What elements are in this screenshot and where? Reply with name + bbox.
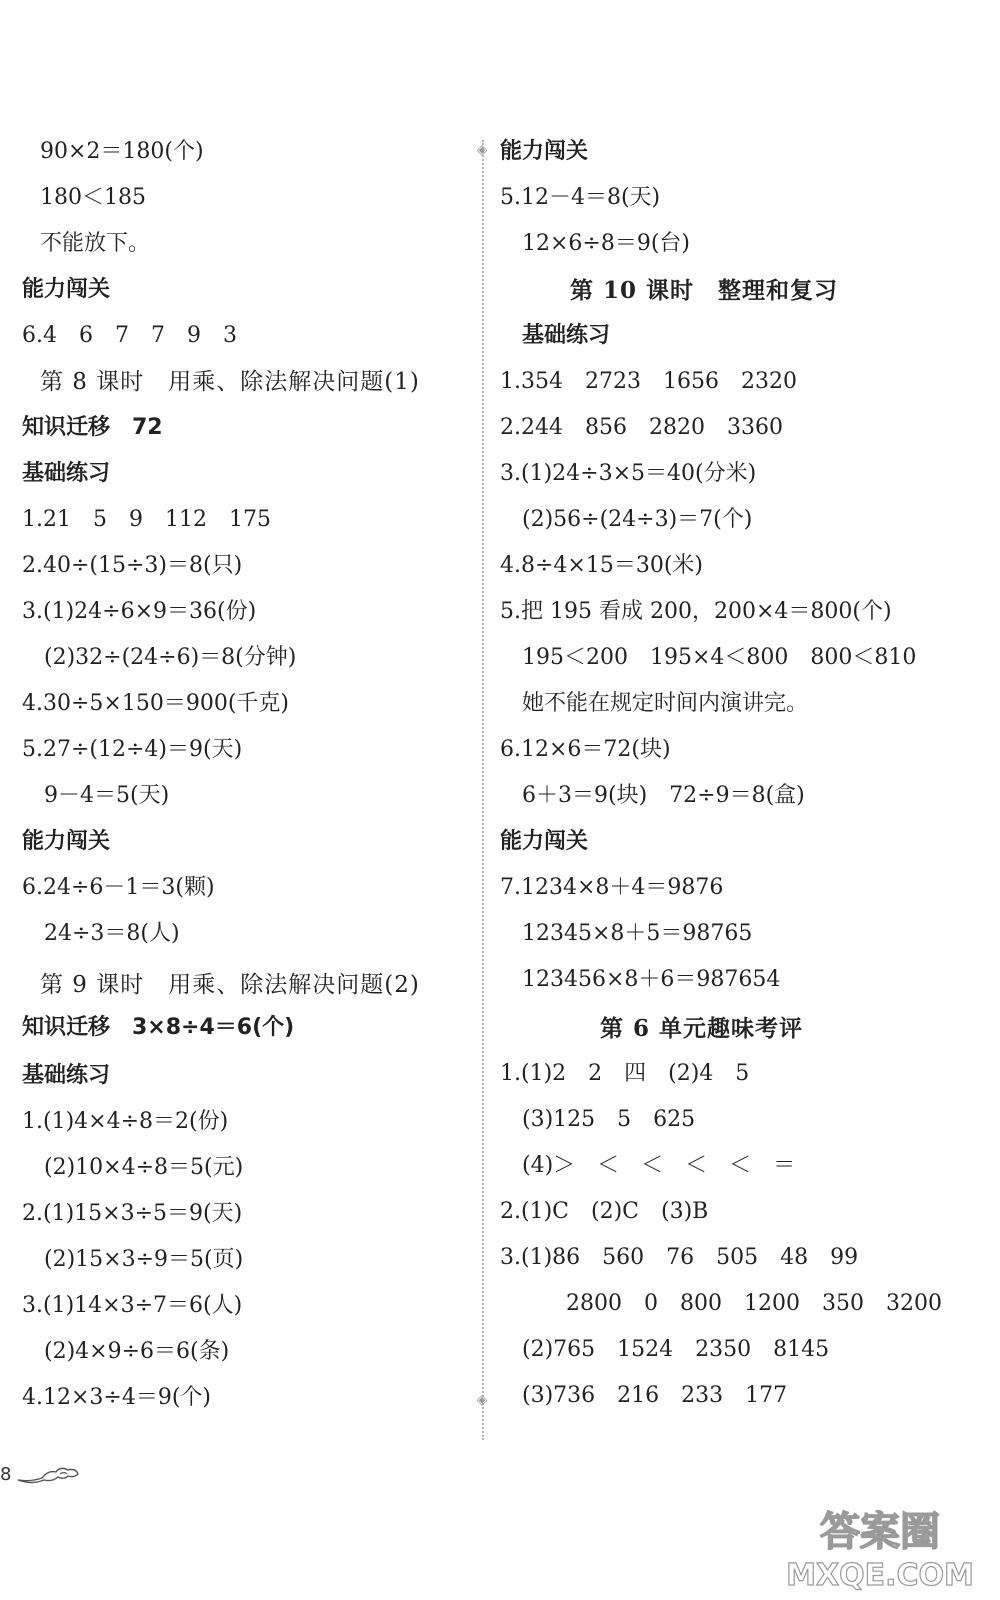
section-heading: 能力闯关 (500, 829, 589, 854)
answer-line: (2)765 1524 2350 8145 (522, 1337, 830, 1362)
answer-line: 3.(1)24÷6×9＝36(份) (22, 599, 257, 624)
section-heading: 能力闯关 (22, 277, 111, 302)
answer-line: 2.(1)C (2)C (3)B (500, 1199, 709, 1224)
answer-line: 6.24÷6－1＝3(颗) (22, 875, 215, 900)
answer-line: 4.12×3÷4＝9(个) (22, 1385, 212, 1410)
answer-line: 24÷3＝8(人) (44, 921, 180, 946)
section-heading: 能力闯关 (500, 139, 589, 164)
answer-line: 123456×8＋6＝987654 (522, 967, 781, 992)
answer-line: 2.40÷(15÷3)＝8(只) (22, 553, 243, 578)
answer-line: 不能放下。 (40, 231, 151, 256)
svg-text:MXQE.COM: MXQE.COM (786, 1558, 974, 1593)
answer-line: 9－4＝5(天) (44, 783, 170, 808)
diamond-ornament-icon: ◈ (476, 1392, 488, 1408)
lesson-title: 第 9 课时 用乘、除法解决问题(2) (40, 972, 420, 998)
answer-line: (2)15×3÷9＝5(页) (44, 1247, 244, 1272)
answer-line: 1.21 5 9 112 175 (22, 507, 271, 532)
answer-line: 7.1234×8＋4＝9876 (500, 875, 724, 900)
answer-line: (2)32÷(24÷6)＝8(分钟) (44, 645, 297, 670)
answer-line: (4)＞ ＜ ＜ ＜ ＜ ＝ (522, 1153, 796, 1178)
watermark-logo-icon (775, 1500, 985, 1595)
page-number: 8 (0, 1464, 12, 1485)
answer-line: 6.4 6 7 7 9 3 (22, 323, 237, 348)
section-heading: 基础练习 (22, 1063, 111, 1088)
section-heading: 知识迁移 72 (22, 415, 163, 440)
answer-line: 3.(1)86 560 76 505 48 99 (500, 1245, 859, 1270)
answer-line: 2.(1)15×3÷5＝9(天) (22, 1201, 243, 1226)
answer-line: 180＜185 (40, 185, 146, 210)
answer-line: 3.(1)24÷3×5＝40(分米) (500, 461, 757, 486)
svg-text:答案圈: 答案圈 (820, 1509, 940, 1555)
section-heading: 基础练习 (522, 323, 611, 348)
unit-title: 第 6 单元趣味考评 (600, 1015, 804, 1042)
answer-line: 3.(1)14×3÷7＝6(人) (22, 1293, 243, 1318)
lesson-title: 第 10 课时 整理和复习 (570, 277, 839, 304)
answer-line: (2)10×4÷8＝5(元) (44, 1155, 244, 1180)
section-heading: 能力闯关 (22, 829, 111, 854)
column-divider (482, 140, 484, 1440)
answer-line: 6＋3＝9(块) 72÷9＝8(盒) (522, 783, 805, 808)
answer-line: 5.12－4＝8(天) (500, 185, 661, 210)
answer-line: 1.(1)4×4÷8＝2(份) (22, 1109, 229, 1134)
answer-line: 90×2＝180(个) (40, 139, 204, 164)
answer-line: (2)56÷(24÷3)＝7(个) (522, 507, 753, 532)
answer-line: 2.244 856 2820 3360 (500, 415, 783, 440)
answer-line: 2800 0 800 1200 350 3200 (566, 1291, 942, 1316)
answer-line: (3)736 216 233 177 (522, 1383, 788, 1408)
answer-line: 5.把 195 看成 200，200×4＝800(个) (500, 599, 892, 624)
answer-line: 12345×8＋5＝98765 (522, 921, 753, 946)
answer-line: 195＜200 195×4＜800 800＜810 (522, 645, 917, 670)
section-heading: 基础练习 (22, 461, 111, 486)
answer-line: 她不能在规定时间内演讲完。 (522, 691, 809, 716)
answer-line: 1.(1)2 2 四 (2)4 5 (500, 1061, 750, 1086)
cloud-ornament-icon (16, 1462, 82, 1486)
answer-line: 4.8÷4×15＝30(米) (500, 553, 704, 578)
answer-line: 12×6÷8＝9(台) (522, 231, 691, 256)
diamond-ornament-icon: ◈ (476, 142, 488, 158)
answer-line: (3)125 5 625 (522, 1107, 696, 1132)
answer-line: (2)4×9÷6＝6(条) (44, 1339, 230, 1364)
answer-line: 5.27÷(12÷4)＝9(天) (22, 737, 243, 762)
answer-line: 4.30÷5×150＝900(千克) (22, 691, 289, 716)
answer-line: 6.12×6＝72(块) (500, 737, 671, 762)
lesson-title: 第 8 课时 用乘、除法解决问题(1) (40, 369, 420, 395)
answer-line: 1.354 2723 1656 2320 (500, 369, 797, 394)
section-heading: 知识迁移 3×8÷4＝6(个) (22, 1015, 295, 1040)
